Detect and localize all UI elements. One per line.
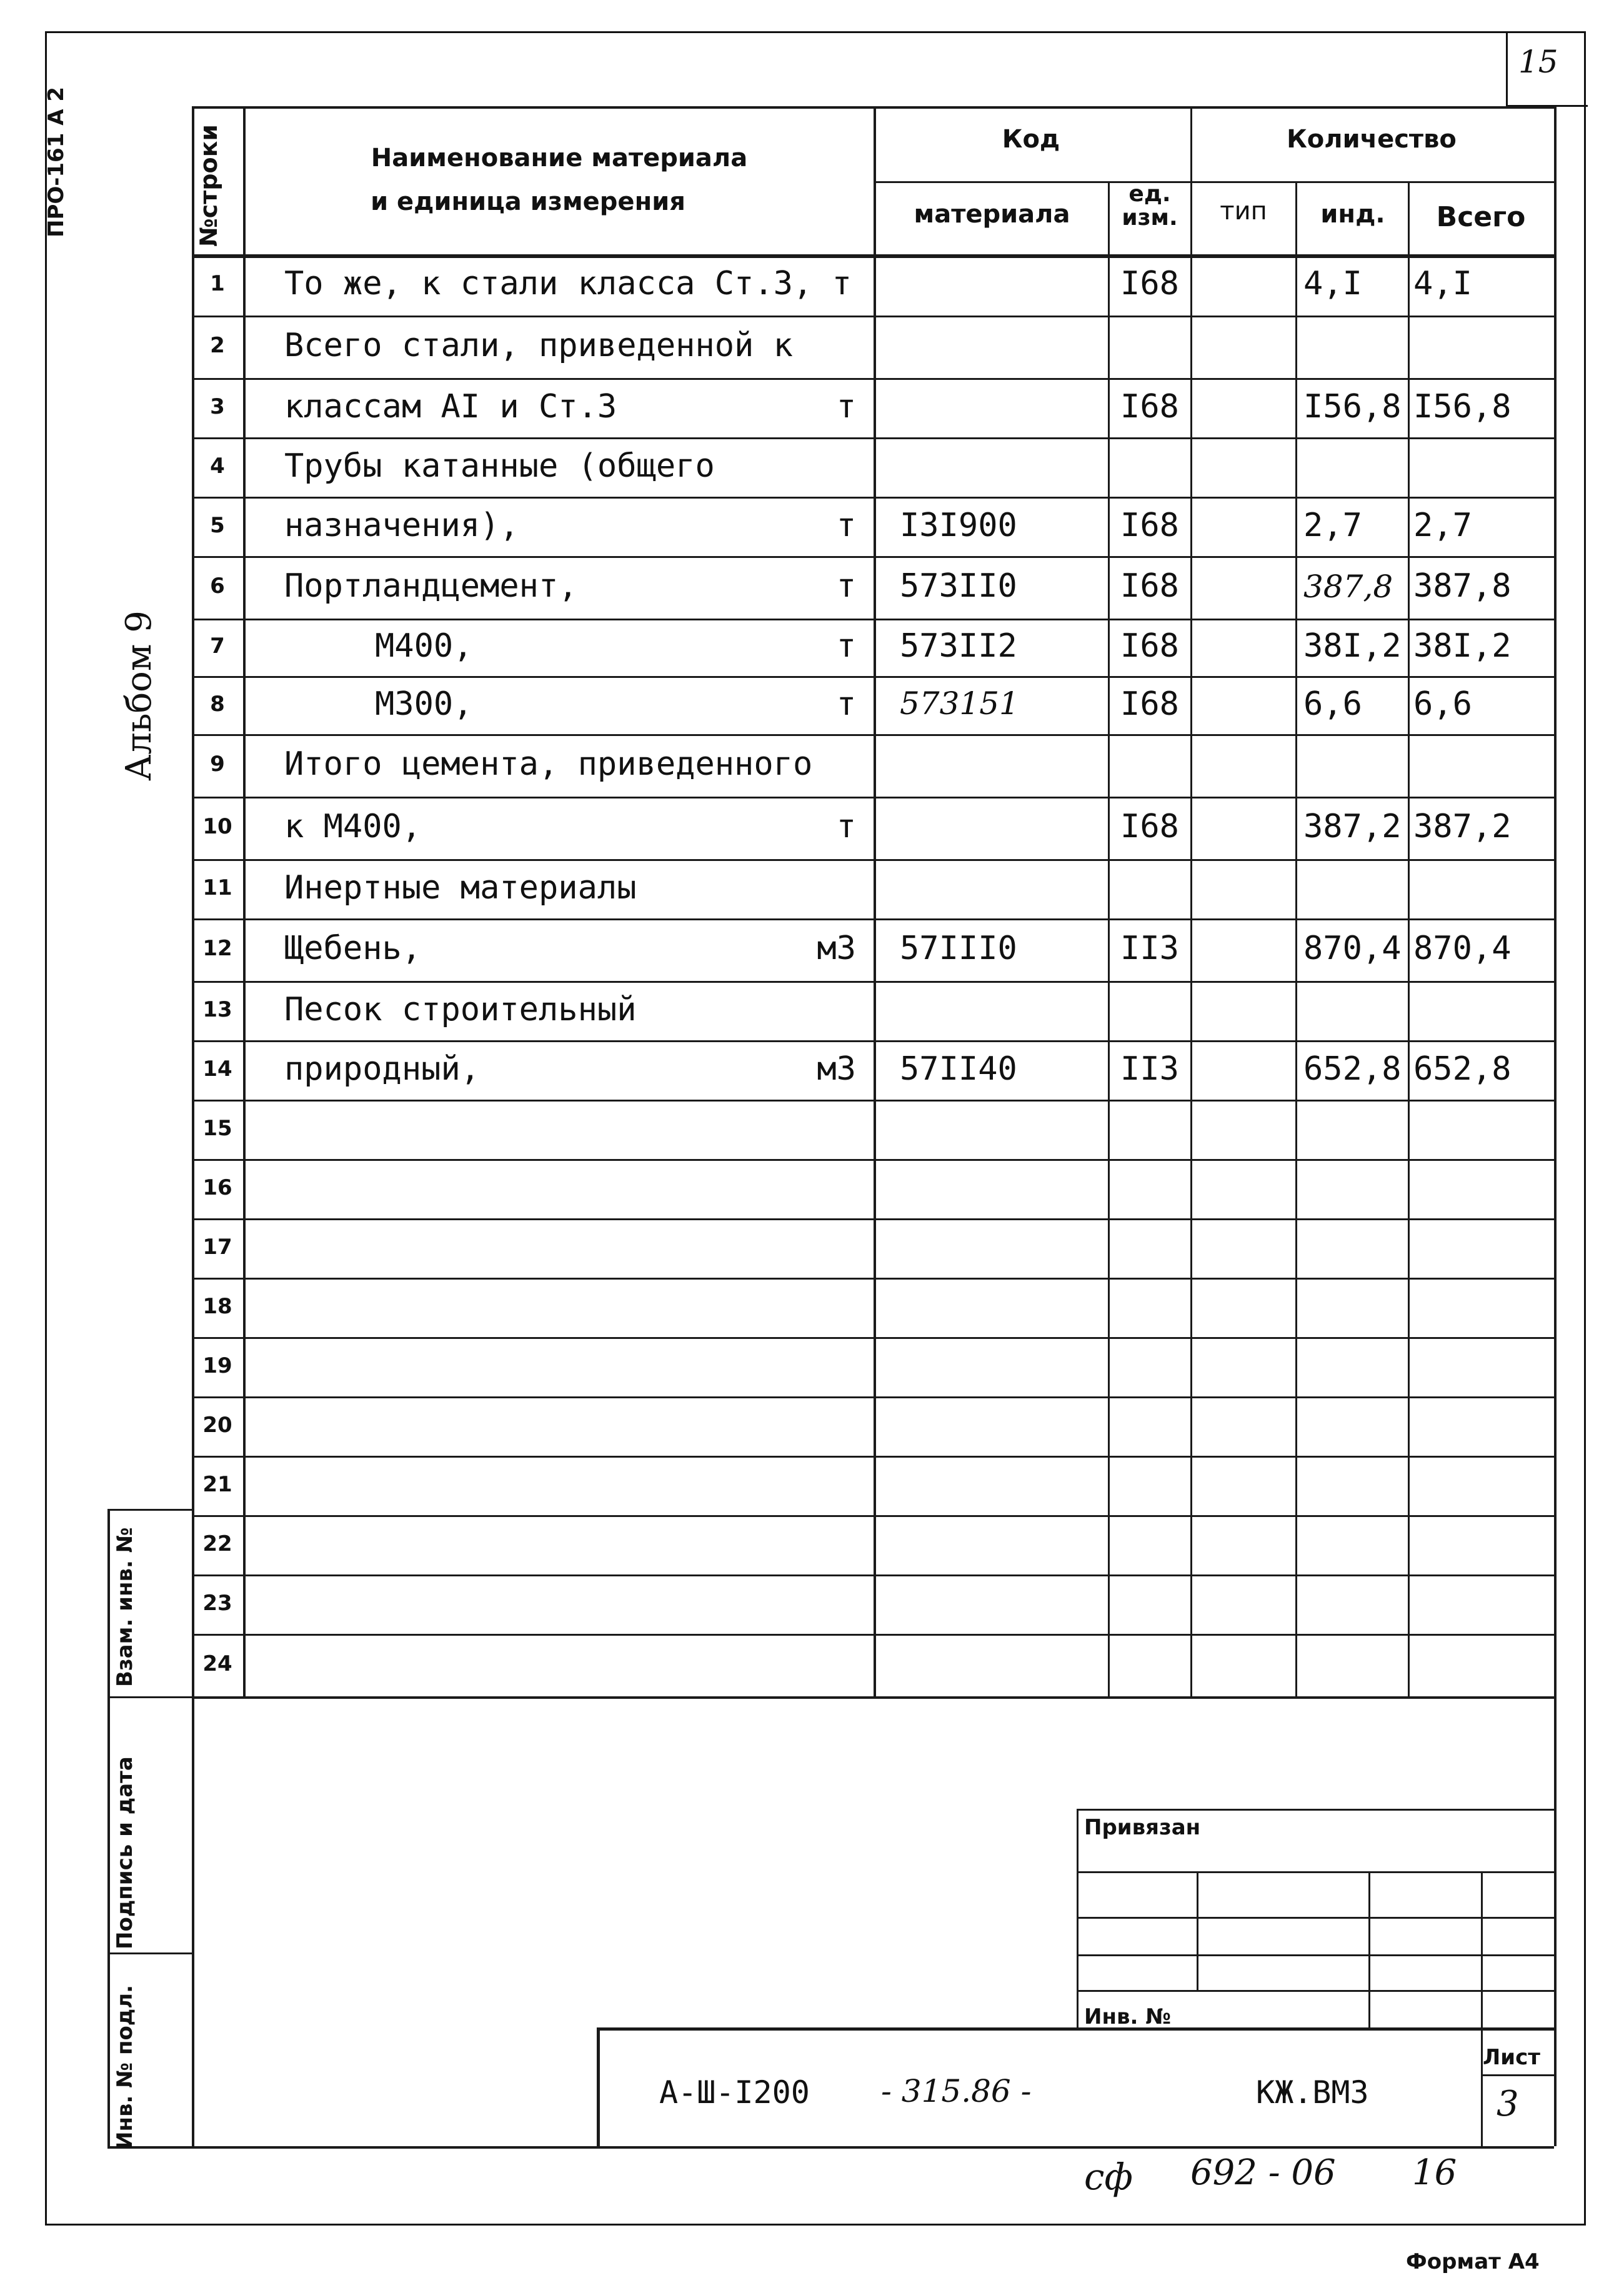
row-unit-code: I68	[1120, 506, 1179, 544]
row-unit-code: I68	[1120, 627, 1179, 665]
privyazan-left	[1077, 1809, 1079, 2027]
header-name-line1: Наименование материала	[371, 144, 748, 172]
privyazan-col	[1481, 1871, 1483, 2146]
row-ind: I56,8	[1303, 387, 1402, 425]
row-unit-code: I68	[1120, 265, 1179, 302]
row-number: 16	[202, 1175, 232, 1200]
header-row-no: №строки	[195, 124, 222, 247]
row-number: 7	[210, 634, 225, 659]
row-code: 573II2	[900, 627, 1017, 665]
row-total: 2,7	[1413, 506, 1472, 544]
row-code: 573151	[900, 685, 1019, 722]
row-number: 1	[210, 271, 225, 296]
row-line	[192, 981, 1554, 983]
row-line	[192, 676, 1554, 678]
row-line	[192, 316, 1554, 317]
row-number: 15	[202, 1115, 232, 1141]
doc-mark: КЖ.ВМ3	[1256, 2074, 1369, 2111]
row-unit-code: II3	[1120, 930, 1179, 967]
row-name: Инертные материалы	[284, 868, 637, 907]
privyazan-label: Привязан	[1084, 1815, 1201, 1840]
row-line	[192, 1574, 1554, 1576]
album-label: Альбом 9	[119, 610, 159, 781]
header-material: материала	[914, 200, 1070, 229]
strip-top	[107, 1509, 192, 1511]
col-line	[1190, 106, 1192, 1696]
row-unit-text: т	[836, 506, 856, 544]
row-unit-text: т	[836, 685, 856, 723]
row-number: 14	[202, 1056, 232, 1082]
row-total: 652,8	[1413, 1050, 1512, 1088]
row-line	[192, 1456, 1554, 1458]
row-code: I3I900	[900, 506, 1017, 544]
row-unit-code: I68	[1120, 567, 1179, 605]
row-line	[192, 1515, 1554, 1517]
strip-line	[107, 1696, 192, 1698]
row-ind: 4,I	[1303, 265, 1362, 302]
stamp-left	[597, 2027, 600, 2146]
row-name: Итого цемента, приведенного	[284, 745, 813, 783]
row-name: Всего стали, приведенной к	[284, 327, 793, 364]
row-total: 387,2	[1413, 808, 1512, 845]
row-number: 10	[202, 814, 232, 839]
row-name: То же, к стали класса Ст.3, т	[284, 265, 852, 302]
row-ind: 652,8	[1303, 1050, 1402, 1088]
row-number: 6	[210, 574, 225, 599]
row-unit-text: т	[836, 627, 856, 665]
list-label: Лист	[1483, 2045, 1540, 2070]
row-unit-text: т	[836, 808, 856, 845]
row-line	[192, 1159, 1554, 1161]
privyazan-col	[1197, 1871, 1198, 1990]
col-line	[874, 106, 876, 1696]
row-line	[192, 556, 1554, 558]
row-name: назначения),	[284, 506, 519, 544]
header-ind: инд.	[1320, 200, 1385, 229]
row-total: 38I,2	[1413, 627, 1512, 665]
row-number: 21	[202, 1471, 232, 1497]
row-line	[192, 437, 1554, 439]
row-line	[192, 918, 1554, 920]
row-number: 12	[202, 936, 232, 961]
row-number: 23	[202, 1590, 232, 1616]
row-unit-code: I68	[1120, 387, 1179, 425]
row-line	[192, 1337, 1554, 1339]
inv-no-label: Инв. №	[1084, 2004, 1172, 2029]
row-unit-text: т	[836, 567, 856, 605]
row-name: Трубы катанные (общего	[284, 447, 715, 485]
row-name: М300,	[375, 685, 473, 723]
bottom-note-sf: сф	[1084, 2156, 1133, 2198]
header-bottom-border	[192, 254, 1554, 258]
row-line	[192, 1634, 1554, 1636]
strip-left	[107, 1509, 110, 2146]
row-ind: 38I,2	[1303, 627, 1402, 665]
row-total: 4,I	[1413, 265, 1472, 302]
side-code-top-left: ПРО-161 А 2	[44, 86, 69, 237]
row-total: 6,6	[1413, 685, 1472, 723]
format-label: Формат А4	[1406, 2249, 1540, 2274]
header-code-group: Код	[1002, 125, 1060, 154]
row-line	[192, 1100, 1554, 1102]
row-total: 870,4	[1413, 930, 1512, 967]
row-number: 22	[202, 1531, 232, 1556]
row-line	[192, 734, 1554, 736]
row-name: классам АI и Ст.3	[284, 387, 617, 425]
row-number: 5	[210, 512, 225, 538]
col-line	[243, 106, 246, 1696]
row-name: к М400,	[284, 808, 422, 845]
row-line	[192, 619, 1554, 620]
row-code: 57III0	[900, 930, 1017, 967]
row-line	[192, 1218, 1554, 1220]
table-top-border	[192, 106, 1554, 109]
col-line	[1295, 181, 1297, 1696]
col-line	[1408, 181, 1410, 1696]
row-number: 18	[202, 1293, 232, 1319]
row-line	[192, 859, 1554, 861]
left-strip-vzam: Взам. инв. №	[112, 1527, 137, 1687]
header-unit-line1: ед.	[1128, 181, 1171, 207]
row-code: 57II40	[900, 1050, 1017, 1088]
row-unit-text: м3	[817, 1050, 856, 1088]
row-unit-text: т	[836, 387, 856, 425]
row-number: 8	[210, 691, 225, 717]
row-number: 4	[210, 453, 225, 479]
frame-right-inner	[1554, 106, 1557, 2146]
list-no: 3	[1497, 2084, 1519, 2124]
row-ind: 6,6	[1303, 685, 1362, 723]
header-type: тип	[1220, 197, 1267, 226]
row-number: 24	[202, 1651, 232, 1676]
row-total: 387,8	[1413, 567, 1512, 605]
list-line	[1481, 2074, 1554, 2076]
privyazan-col	[1368, 1871, 1370, 2027]
row-number: 9	[210, 752, 225, 777]
row-name: Портландцемент,	[284, 567, 578, 605]
row-line	[192, 1278, 1554, 1280]
row-number: 3	[210, 394, 225, 419]
doc-mid: - 315.86 -	[881, 2073, 1032, 2109]
header-total: Всего	[1436, 201, 1526, 233]
row-line	[192, 1696, 1554, 1699]
doc-code: А-Ш-I200	[659, 2074, 810, 2111]
row-line	[192, 797, 1554, 798]
row-ind: 387,8	[1303, 569, 1393, 605]
row-number: 2	[210, 333, 225, 358]
row-number: 19	[202, 1353, 232, 1378]
bottom-note-sheet: 16	[1412, 2152, 1457, 2193]
row-number: 20	[202, 1412, 232, 1438]
strip-line	[107, 1952, 192, 1954]
row-code: 573II0	[900, 567, 1017, 605]
row-number: 13	[202, 997, 232, 1022]
row-name: природный,	[284, 1050, 481, 1088]
row-number: 17	[202, 1234, 232, 1260]
row-ind: 870,4	[1303, 930, 1402, 967]
frame-bottom-inner	[192, 2146, 1554, 2149]
header-name-line2: и единица измерения	[371, 187, 685, 216]
row-line	[192, 1040, 1554, 1042]
row-ind: 2,7	[1303, 506, 1362, 544]
page-corner-number: 15	[1518, 44, 1558, 80]
row-name: М400,	[375, 627, 473, 665]
header-sub-line	[874, 181, 1554, 183]
left-strip-inv-podl: Инв. № подл.	[112, 1984, 137, 2149]
row-number: 11	[202, 875, 232, 900]
row-line	[192, 378, 1554, 380]
frame-left-inner	[192, 1696, 194, 2146]
bottom-note-num: 692 - 06	[1190, 2152, 1336, 2193]
row-unit-text: м3	[817, 930, 856, 967]
row-ind: 387,2	[1303, 808, 1402, 845]
header-unit-line2: изм.	[1122, 205, 1178, 231]
row-line	[192, 497, 1554, 499]
row-line	[192, 1396, 1554, 1398]
row-unit-code: I68	[1120, 685, 1179, 723]
row-unit-code: I68	[1120, 808, 1179, 845]
stamp-top	[597, 2027, 1554, 2031]
privyazan-top	[1077, 1809, 1554, 1811]
row-name: Щебень,	[284, 930, 422, 967]
row-name: Песок строительный	[284, 990, 637, 1028]
row-total: I56,8	[1413, 387, 1512, 425]
header-qty-group: Количество	[1287, 125, 1457, 154]
row-unit-code: II3	[1120, 1050, 1179, 1088]
sheet-frame	[45, 31, 1586, 2226]
left-strip-podpis: Подпись и дата	[112, 1756, 137, 1949]
